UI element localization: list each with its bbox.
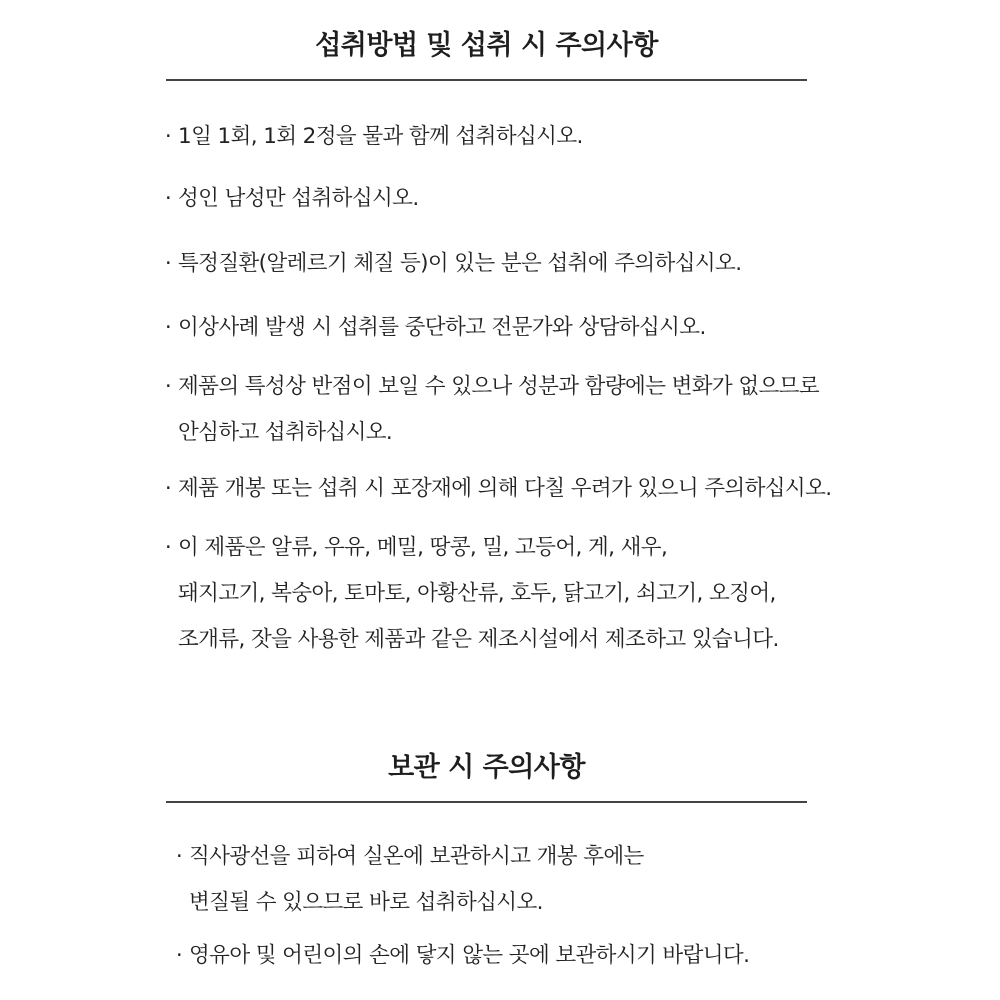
- bullet-mark: ·: [164, 374, 172, 399]
- bullet-mark: ·: [175, 844, 183, 869]
- bullet-mark: ·: [175, 943, 183, 968]
- storage-section-divider: [166, 801, 807, 803]
- intake-item-2-line-1: 성인 남성만 섭취하십시오.: [178, 186, 419, 211]
- bullet-mark: ·: [164, 124, 172, 149]
- storage-section-title: 보관 시 주의사항: [388, 752, 585, 783]
- intake-item-4: [162, 305, 706, 351]
- intake-item-5-line-2: 안심하고 섭취하십시오.: [178, 420, 393, 445]
- storage-item-2-line-1: 영유아 및 어린이의 손에 닿지 않는 곳에 보관하시기 바랍니다.: [189, 943, 750, 968]
- intake-item-3: [162, 241, 741, 287]
- storage-item-1-line-1: 직사광선을 피하여 실온에 보관하시고 개봉 후에는: [189, 844, 644, 869]
- intake-item-7-line-3: 조개류, 잣을 사용한 제품과 같은 제조시설에서 제조하고 있습니다.: [178, 627, 779, 652]
- intake-item-3-line-1: 특정질환(알레르기 체질 등)이 있는 분은 섭취에 주의하십시오.: [178, 251, 742, 276]
- intake-item-1-line-1: 1일 1회, 1회 2정을 물과 함께 섭취하십시오.: [178, 124, 583, 149]
- bullet-mark: ·: [164, 186, 172, 211]
- intake-section-title: 섭취방법 및 섭취 시 주의사항: [315, 30, 658, 61]
- intake-section-divider: [166, 79, 807, 81]
- storage-item-1: [173, 834, 644, 926]
- intake-item-1: [162, 114, 583, 160]
- intake-item-6-line-1: 제품 개봉 또는 섭취 시 포장재에 의해 다칠 우려가 있으니 주의하십시오.: [178, 476, 832, 501]
- bullet-mark: ·: [164, 535, 172, 560]
- intake-item-7-line-2: 돼지고기, 복숭아, 토마토, 아황산류, 호두, 닭고기, 쇠고기, 오징어,: [178, 581, 776, 606]
- intake-item-5: [162, 364, 819, 456]
- bullet-mark: ·: [164, 476, 172, 501]
- intake-item-7: [162, 525, 779, 663]
- storage-item-2: [173, 933, 749, 979]
- intake-item-4-line-1: 이상사례 발생 시 섭취를 중단하고 전문가와 상담하십시오.: [178, 315, 706, 340]
- storage-item-1-line-2: 변질될 수 있으므로 바로 섭취하십시오.: [189, 890, 543, 915]
- bullet-mark: ·: [164, 251, 172, 276]
- intake-item-7-line-1: 이 제품은 알류, 우유, 메밀, 땅콩, 밀, 고등어, 게, 새우,: [178, 535, 668, 560]
- bullet-mark: ·: [164, 315, 172, 340]
- intake-item-5-line-1: 제품의 특성상 반점이 보일 수 있으나 성분과 함량에는 변화가 없으므로: [178, 374, 820, 399]
- intake-item-6: [162, 466, 831, 512]
- intake-item-2: [162, 176, 419, 222]
